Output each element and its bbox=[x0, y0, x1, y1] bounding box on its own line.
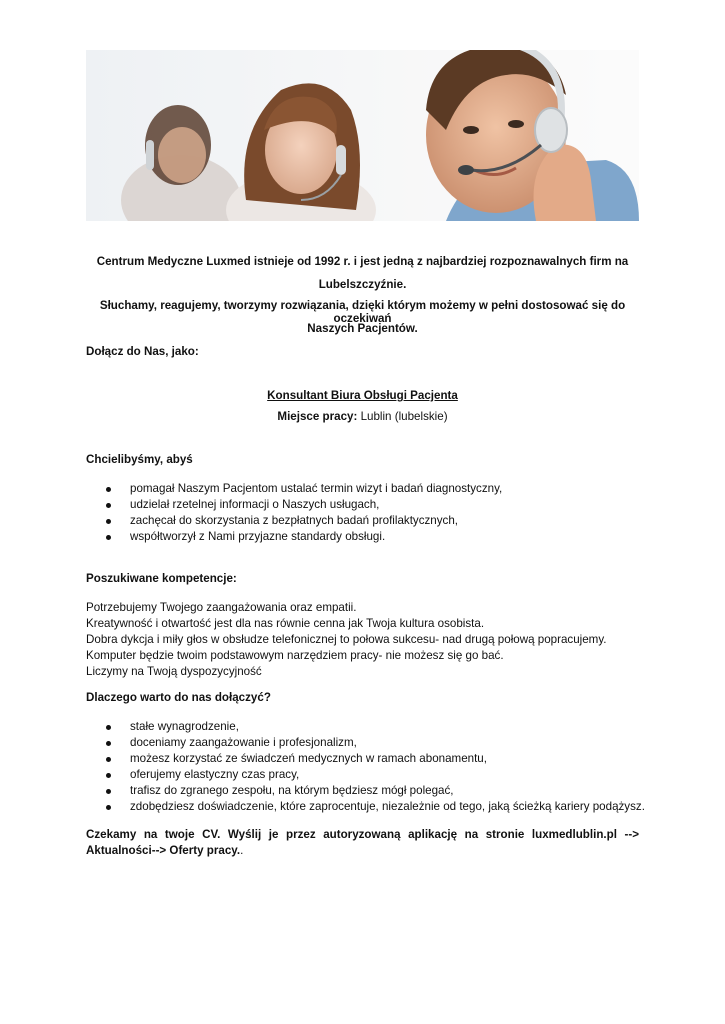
list-item: oferujemy elastyczny czas pracy, bbox=[106, 767, 646, 783]
list-item: udzielał rzetelnej informacji o Naszych usługach, bbox=[106, 497, 646, 513]
location-value: Lublin (lubelskie) bbox=[357, 410, 448, 423]
bullet-icon bbox=[106, 805, 111, 810]
bullet-icon bbox=[106, 503, 111, 508]
location-label: Miejsce pracy: bbox=[277, 410, 358, 423]
bullet-icon bbox=[106, 487, 111, 492]
competencies-heading: Poszukiwane kompetencje: bbox=[86, 572, 237, 585]
wishes-list bbox=[106, 481, 646, 545]
closing-main: Czekamy na twoje CV. Wyślij je przez autoryzowaną aplikację na stronie luxmedlublin.pl --> Aktualności--> Oferty pracy. bbox=[86, 828, 639, 857]
bullet-icon bbox=[106, 519, 111, 524]
competencies-text bbox=[86, 600, 639, 680]
join-us-text: Dołącz do Nas, jako: bbox=[86, 345, 199, 358]
bullet-icon bbox=[106, 741, 111, 746]
intro-line-2: Lubelszczyźnie. bbox=[318, 278, 407, 291]
job-title: Konsultant Biura Obsługi Pacjenta bbox=[267, 389, 458, 402]
job-title-block bbox=[86, 388, 639, 404]
competency-line: Liczymy na Twoją dyspozycyjność bbox=[86, 665, 262, 678]
intro-line-3: Słuchamy, reagujemy, tworzymy rozwiązania, dzięki którym możemy w pełni dostosować się do oczekiwań bbox=[99, 299, 626, 325]
wishes-heading: Chcielibyśmy, abyś bbox=[86, 453, 193, 466]
competency-line: Komputer będzie twoim podstawowym narzędziem pracy- nie możesz się go bać. bbox=[86, 649, 504, 662]
list-item: zachęcał do skorzystania z bezpłatnych badań profilaktycznych, bbox=[106, 513, 646, 529]
competency-line: Potrzebujemy Twojego zaangażowania oraz empatii. bbox=[86, 601, 357, 614]
job-location bbox=[86, 409, 639, 425]
banner-photo bbox=[86, 50, 639, 221]
closing-tail: . bbox=[240, 844, 244, 857]
list-item: zdobędziesz doświadczenie, które zaprocentuje, niezależnie od tego, jaką ścieżką kariery podążysz. bbox=[106, 799, 646, 815]
bullet-icon bbox=[106, 725, 111, 730]
bullet-icon bbox=[106, 757, 111, 762]
benefits-list bbox=[106, 719, 646, 815]
list-item: możesz korzystać ze świadczeń medycznych w ramach abonamentu, bbox=[106, 751, 646, 767]
list-item: doceniamy zaangażowanie i profesjonalizm, bbox=[106, 735, 646, 751]
intro-line-4: Naszych Pacjentów. bbox=[307, 322, 418, 335]
bullet-icon bbox=[106, 535, 111, 540]
bullet-icon bbox=[106, 773, 111, 778]
list-item: trafisz do zgranego zespołu, na którym będziesz mógł polegać, bbox=[106, 783, 646, 799]
list-item: pomagał Naszym Pacjentom ustalać termin wizyt i badań diagnostyczny, bbox=[106, 481, 646, 497]
bullet-icon bbox=[106, 789, 111, 794]
competency-line: Dobra dykcja i miły głos w obsłudze telefonicznej to połowa sukcesu- nad drugą połową popracujemy. bbox=[86, 633, 607, 646]
competency-line: Kreatywność i otwartość jest dla nas równie cenna jak Twoja kultura osobista. bbox=[86, 617, 485, 630]
intro-line-1: Centrum Medyczne Luxmed istnieje od 1992 r. i jest jedną z najbardziej rozpoznawalnych firm na bbox=[96, 255, 629, 268]
closing-text bbox=[86, 827, 639, 859]
why-heading: Dlaczego warto do nas dołączyć? bbox=[86, 691, 271, 704]
list-item: współtworzył z Nami przyjazne standardy obsługi. bbox=[106, 529, 646, 545]
list-item: stałe wynagrodzenie, bbox=[106, 719, 646, 735]
